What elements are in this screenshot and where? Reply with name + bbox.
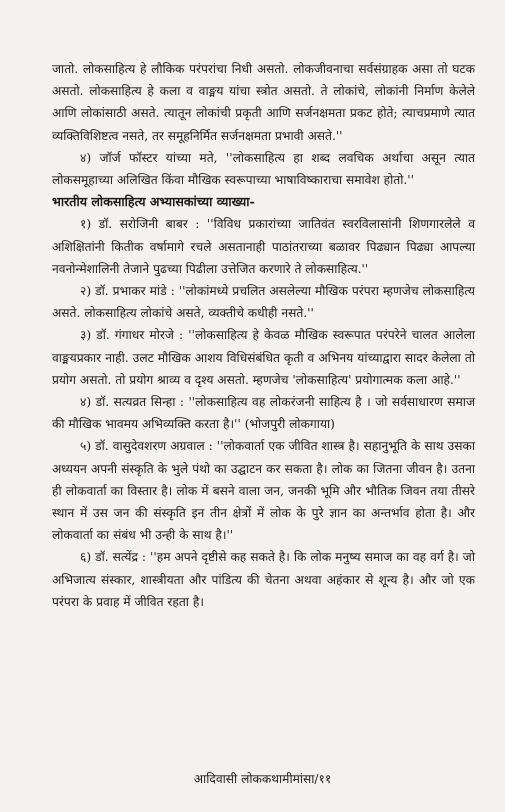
paragraph-vasudevsharan-agrawal: ५) डॉ. वासुदेवशरण अग्रवाल : ''लोकवार्ता एक जीवित शास्त्र है। सहानुभूति के साथ उसका अध्ययन अपनी संस्कृति के भुले पंथो का उद्घाटन कर सकता है। लोक का जितना जीवन है। उतना ही लोकवार्ता का विस्तार है। लोक में बसने वाला जन, जनकी भूमि और भौतिक जिवन तया तीसरे स्थान में उस जन की संस्कृति इन तीन क्षेत्रों में लोक के पुरे ज्ञान का अन्तर्भाव होता है। और लोकवार्ता का संबंध भी उन्ही के साथ है।'' (52, 439, 475, 543)
section-heading: भारतीय लोकसाहित्य अभ्यासकांच्या व्याख्या- (52, 194, 255, 210)
paragraph-george-foster: ४) जॉर्ज फॉस्टर यांच्या मते, ''लोकसाहित्य हा शब्द लवचिक अर्थाचा असून त्यात लोकसमूहाच्या अलिखित किंवा मौखिक स्वरूपाच्या भाषाविष्काराचा समावेश होतो.'' (52, 150, 475, 188)
paragraph-gangadhar-morje: ३) डॉ. गंगाधर मोरजे : ''लोकसाहित्य हे केवळ मौखिक स्वरूपात परंपरेने चालत आलेला वाङ्मयप्रकार नाही. उलट मौखिक आशय विधिसंबंधित कृती व अभिनय यांच्याद्वारा सादर केलेला तो प्रयोग असतो. तो प्रयोग श्राव्य व दृश्य असतो. म्हणजेच 'लोकसाहित्य' प्रयोगात्मक कला आहे.'' (52, 328, 475, 387)
page-footer: आदिवासी लोककथामीमांसा/११ (193, 772, 332, 786)
paragraph-prabhakar-mande: २) डॉ. प्रभाकर मांडे : ''लोकांमध्ये प्रचलित असलेल्या मौखिक परंपरा म्हणजेच लोकसाहित्य असते. लोकसाहित्य लोकांचे असते, व्यक्तीचे कधीही नसते.'' (52, 284, 475, 321)
paragraph-lokasahitya-intro: जातो. लोकसाहित्य हे लौकिक परंपरांचा निधी असतो. लोकजीवनाचा सर्वसंग्राहक असा तो घटक असतो. लोकसाहित्य हे कला व वाङ्मय यांचा स्त्रोत असतो. ते लोकांचे, लोकांनी निर्माण केलेले आणि लोकांसाठी असते. त्यातून लोकांची प्रकृती आणि सर्जनक्षमता प्रकट होते; त्याचप्रमाणे त्यात व्यक्तिविशिष्टत्व नसते, तर समूहनिर्मित सर्जनक्षमता प्रभावी असते.'' (52, 62, 475, 143)
paragraph-satyendra: ६) डॉ. सत्येंद्र : ''हम अपने दृष्टीसे कह सकते है। कि लोक मनुष्य समाज का वह वर्ग है। जो अभिजात्य संस्कार, शास्त्रीयता और पांडित्य की चेतना अथवा अहंकार से शून्य है। और जो एक परंपरा के प्रवाह में जीवित रहता है। (52, 550, 475, 609)
paragraph-satyavrat-sinha: ४) डॉ. सत्यव्रत सिन्हा : ''लोकसाहित्य वह लोकरंजनी साहित्य है । जो सर्वसाधारण समाज की मौखिक भावमय अभिव्यक्ति करता है।'' (भोजपुरी लोकगाया) (52, 395, 475, 432)
paragraph-sarojini-babar: १) डॉ. सरोजिनी बाबर : ''विविध प्रकारांच्या जातिवंत स्वरविलासांनी शिणगारलेले व अशिक्षितांनी कितीक वर्षामागे रचले असतानाही पाठांतराच्या बळावर पिढ्यान पिढ्या आपल्या नवनोन्मेशालिनी तेजाने पुढच्या पिढीला उत्तेजित करणारे ते लोकसाहित्य.'' (52, 217, 475, 276)
page-body (52, 58, 475, 613)
